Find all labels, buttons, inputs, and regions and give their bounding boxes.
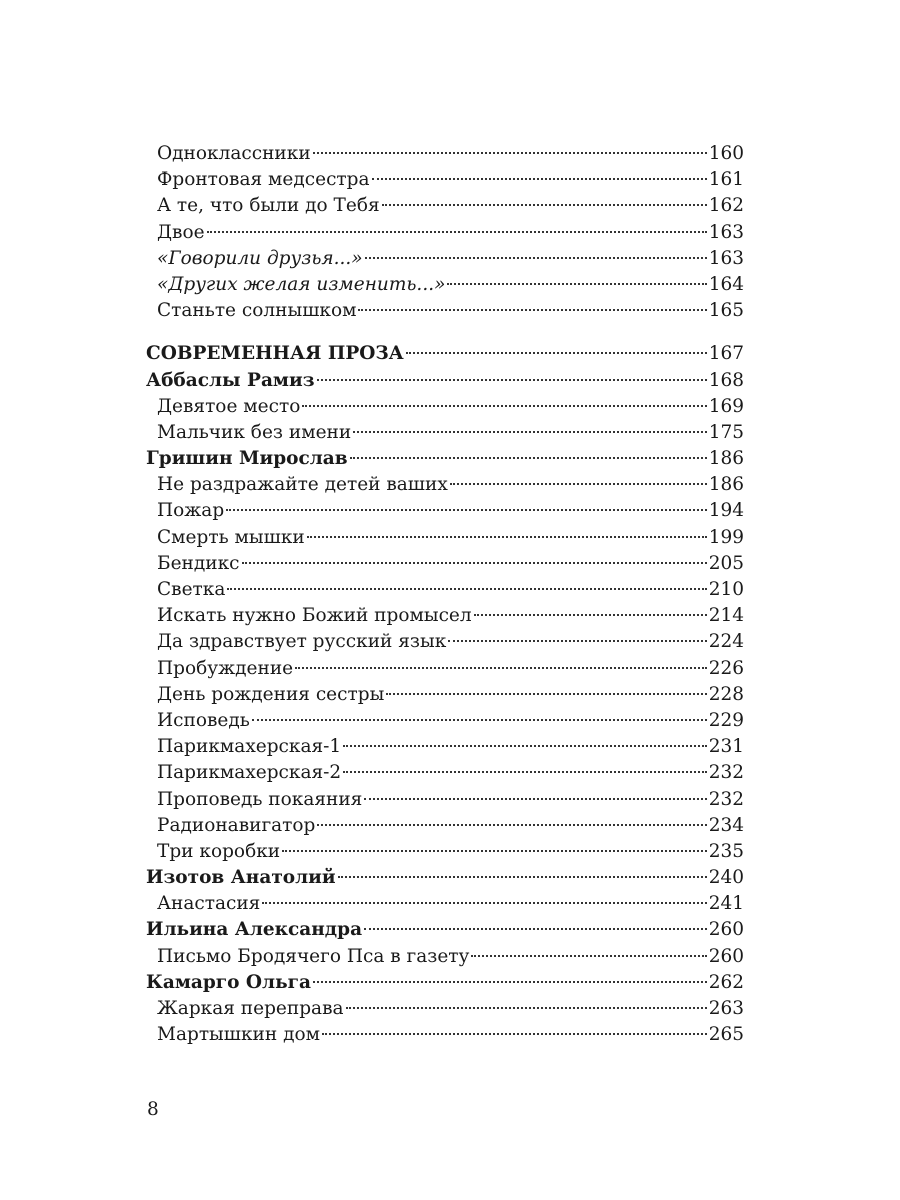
- toc-entry-page: 226: [708, 657, 744, 679]
- toc-entry-page: 163: [708, 221, 744, 243]
- toc-entry-page: 235: [708, 840, 744, 862]
- toc-entry-title: Мартышкин дом: [157, 1024, 320, 1046]
- dot-leader: [302, 405, 706, 407]
- toc-entry-page: 240: [708, 867, 744, 889]
- dot-leader: [313, 152, 707, 154]
- dot-leader: [365, 257, 707, 259]
- dot-leader: [343, 771, 707, 773]
- toc-entry: [146, 682, 744, 708]
- toc-entry-title: Девятое место: [157, 395, 301, 417]
- toc-entry-page: 167: [708, 343, 744, 365]
- toc-entry-title: Проповедь покаяния: [157, 788, 363, 810]
- toc-entry-title: Гришин Мирослав: [146, 448, 348, 470]
- dot-leader: [364, 928, 707, 930]
- dot-leader: [307, 536, 707, 538]
- toc-entry-page: 160: [708, 143, 744, 164]
- toc-entry-page: 265: [708, 1024, 744, 1046]
- toc-entry-title: СОВРЕМЕННАЯ ПРОЗА: [146, 343, 404, 365]
- toc-entry: [146, 734, 744, 760]
- toc-entry-page: 162: [708, 195, 744, 217]
- toc-entry-title: Аббаслы Рамиз: [146, 369, 315, 391]
- toc-entry: [146, 472, 744, 498]
- dot-leader: [227, 588, 706, 590]
- toc-entry-title: Пробуждение: [157, 657, 294, 679]
- toc-entry-page: 232: [708, 788, 744, 810]
- toc-entry-title: Анастасия: [157, 893, 261, 915]
- toc-entry: [146, 603, 744, 629]
- toc-entry-page: 228: [708, 683, 744, 705]
- toc-entry: [146, 760, 744, 786]
- toc-entry-page: 224: [708, 631, 744, 653]
- dot-leader: [242, 562, 707, 564]
- toc-entry: [146, 525, 744, 551]
- dot-leader: [471, 955, 706, 957]
- toc-entry-title: Смерть мышки: [157, 526, 305, 548]
- dot-leader: [358, 309, 706, 311]
- toc-entry-title: Ильина Александра: [146, 919, 363, 941]
- toc-entry-page: 229: [708, 709, 744, 731]
- toc-heading-entry: [146, 865, 744, 891]
- toc-heading-entry: [146, 368, 744, 394]
- toc-heading-entry: [146, 341, 744, 367]
- toc-entry-page: 214: [708, 605, 744, 627]
- toc-entry-title: Изотов Анатолий: [146, 867, 336, 889]
- toc-entry-page: 205: [708, 552, 744, 574]
- toc-entry-page: 262: [708, 971, 744, 993]
- toc-entry-page: 175: [708, 421, 744, 443]
- toc-entry-title: Парикмахерская-1: [157, 736, 342, 758]
- toc-heading-entry: [146, 917, 744, 943]
- toc-entry-title: Бендикс: [157, 552, 240, 574]
- toc-entry-title: Искать нужно Божий промысел: [157, 605, 472, 627]
- toc-entry: [146, 996, 744, 1022]
- toc-entry-title: Камарго Ольга: [146, 971, 311, 993]
- toc-entry: [146, 394, 744, 420]
- dot-leader: [317, 824, 706, 826]
- toc-entry: [146, 577, 744, 603]
- toc-entry: [146, 813, 744, 839]
- dot-leader: [343, 745, 707, 747]
- dot-leader: [282, 850, 707, 852]
- toc-entry-title: Исповедь: [157, 709, 250, 731]
- toc-entry: [146, 708, 744, 734]
- toc-entry: [146, 891, 744, 917]
- toc-entry-page: 168: [708, 369, 744, 391]
- dot-leader: [295, 667, 707, 669]
- dot-leader: [207, 231, 707, 233]
- toc-entry: [146, 629, 744, 655]
- dot-leader: [386, 693, 706, 695]
- toc-entry: [146, 839, 744, 865]
- toc-entry-page: 232: [708, 762, 744, 784]
- toc-entry-page: 169: [708, 395, 744, 417]
- toc-entry-title: Станьте солнышком: [157, 300, 357, 322]
- toc-entry-title: Одноклассники: [157, 143, 311, 164]
- toc-entry-title: Мальчик без имени: [157, 421, 352, 443]
- toc-entry-title: Пожар: [157, 500, 225, 522]
- toc-entry-page: 163: [708, 247, 744, 269]
- toc-entry-title: Да здравствует русский язык: [157, 631, 447, 653]
- toc-entry: [146, 551, 744, 577]
- dot-leader: [317, 379, 707, 381]
- dot-leader: [346, 1007, 707, 1009]
- toc-entry: [146, 656, 744, 682]
- toc-entry: [146, 787, 744, 813]
- dot-leader: [364, 798, 706, 800]
- toc-entry: [146, 498, 744, 524]
- toc-entry: [146, 141, 744, 167]
- toc-entry-title: Жаркая переправа: [157, 998, 344, 1019]
- page-number: 8: [147, 1099, 159, 1120]
- toc-entry: [146, 246, 744, 272]
- toc-entry-page: 194: [708, 500, 744, 522]
- toc-entry-title: «Других желая изменить...»: [157, 273, 446, 295]
- toc-entry-page: 234: [708, 814, 744, 836]
- toc-entry: [146, 944, 744, 970]
- dot-leader: [322, 1033, 707, 1035]
- toc-heading-entry: [146, 446, 744, 472]
- dot-leader: [252, 719, 707, 721]
- dot-leader: [448, 640, 706, 642]
- dot-leader: [474, 614, 707, 616]
- toc-heading-entry: [146, 970, 744, 996]
- toc-entry-title: Фронтовая медсестра: [157, 169, 370, 191]
- toc-entry-title: Радионавигатор: [157, 814, 316, 836]
- toc-entry-page: 186: [708, 474, 744, 496]
- dot-leader: [382, 204, 707, 206]
- dot-leader: [226, 509, 707, 511]
- toc-entry: [146, 1022, 744, 1048]
- toc-entry-title: Письмо Бродячего Пса в газету: [157, 945, 470, 967]
- toc-entry-page: 263: [708, 998, 744, 1019]
- toc-entry-page: 161: [708, 169, 744, 191]
- toc-entry: [146, 167, 744, 193]
- toc-entry-page: 186: [708, 448, 744, 470]
- toc-entry: [146, 193, 744, 219]
- toc-entry: [146, 420, 744, 446]
- toc-entry-page: 260: [708, 945, 744, 967]
- toc-entry: [146, 220, 744, 246]
- toc-entry-title: Светка: [157, 579, 226, 600]
- dot-leader: [262, 902, 706, 904]
- toc-entry-page: 199: [708, 526, 744, 548]
- toc-entry-page: 210: [708, 579, 744, 600]
- dot-leader: [450, 483, 707, 485]
- dot-leader: [350, 457, 707, 459]
- toc-entry-title: День рождения сестры: [157, 683, 385, 705]
- toc-entry-page: 260: [708, 919, 744, 941]
- toc-entry-page: 165: [708, 300, 744, 322]
- toc-entry-title: Парикмахерская-2: [157, 762, 342, 784]
- dot-leader: [447, 283, 706, 285]
- toc-entry-title: Три коробки: [157, 840, 281, 862]
- toc-entry-title: Не раздражайте детей ваших: [157, 474, 448, 496]
- toc-entry: [146, 272, 744, 298]
- toc-entry-page: 241: [708, 893, 744, 915]
- dot-leader: [372, 178, 707, 180]
- dot-leader: [313, 981, 707, 983]
- dot-leader: [338, 876, 707, 878]
- toc-entry-page: 164: [708, 273, 744, 295]
- toc-entry-title: Двое: [157, 221, 205, 243]
- table-of-contents: [146, 141, 744, 1048]
- dot-leader: [353, 431, 707, 433]
- toc-entry-title: А те, что были до Тебя: [157, 195, 380, 217]
- toc-entry-title: «Говорили друзья...»: [157, 247, 363, 269]
- dot-leader: [406, 352, 707, 354]
- toc-entry-page: 231: [708, 736, 744, 758]
- toc-entry: [146, 298, 744, 324]
